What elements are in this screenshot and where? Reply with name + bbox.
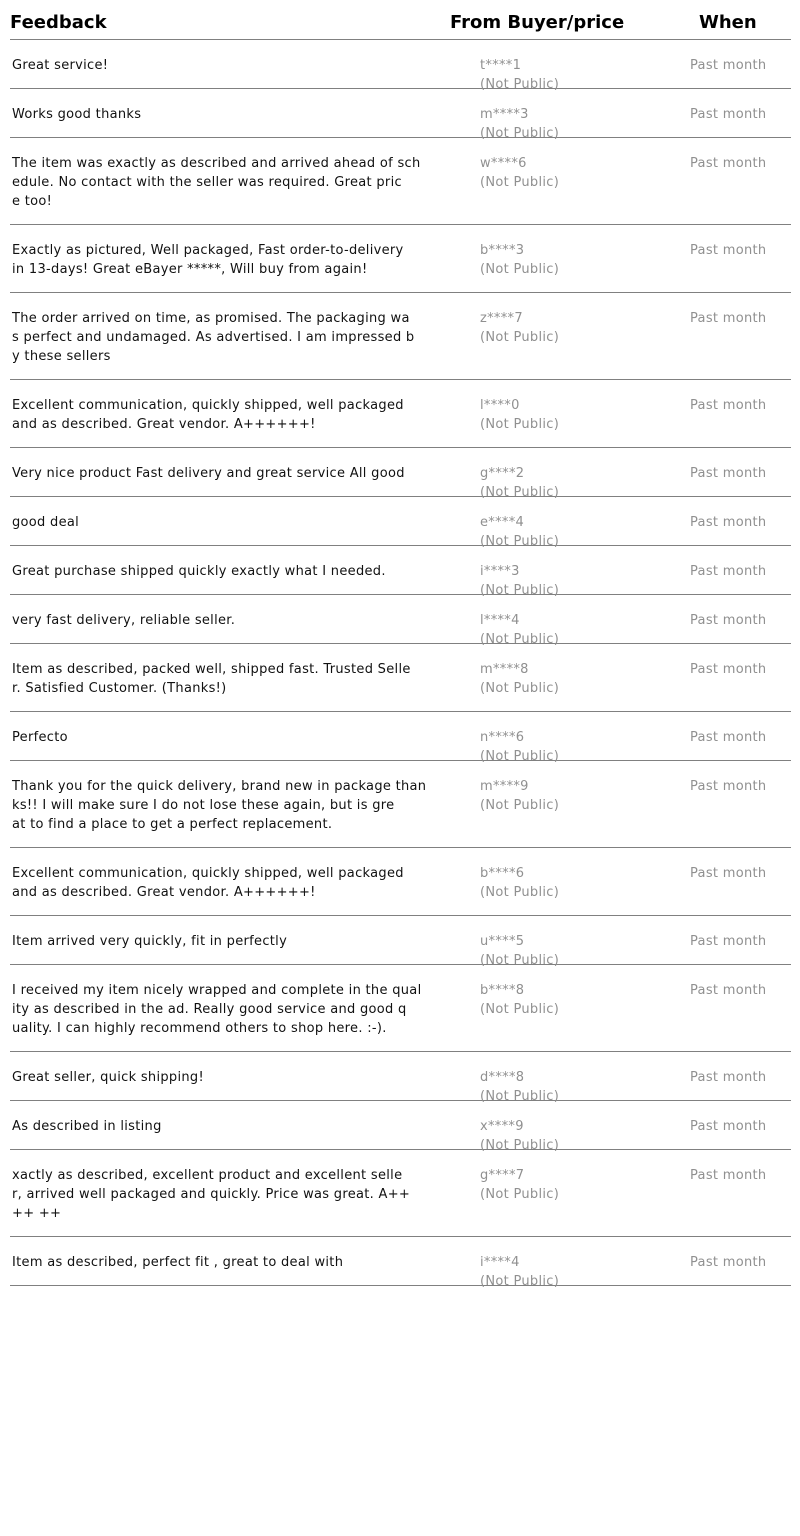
- feedback-comment: good deal: [12, 515, 80, 530]
- feedback-comment: very fast delivery, reliable seller.: [12, 613, 236, 628]
- feedback-when: Past month: [690, 311, 767, 326]
- feedback-when: Past month: [690, 1119, 767, 1134]
- feedback-when: Past month: [690, 866, 767, 881]
- feedback-when: Past month: [690, 1168, 767, 1183]
- feedback-comment: Great purchase shipped quickly exactly what I needed.: [12, 564, 386, 579]
- feedback-when: Past month: [690, 730, 767, 745]
- feedback-when: Past month: [690, 515, 767, 530]
- price-visibility-note: (Not Public): [480, 485, 560, 500]
- table-row: [10, 712, 791, 764]
- feedback-when: Past month: [690, 613, 767, 628]
- buyer-cell: [480, 864, 559, 902]
- feedback-comment: The item was exactly as described and arrived ahead of sch edule. No contact with the seller was required. Great pric e too!: [12, 156, 421, 209]
- table-row: [10, 644, 791, 712]
- feedback-when: Past month: [690, 466, 767, 481]
- buyer-cell: [480, 1166, 559, 1204]
- feedback-when: Past month: [690, 156, 767, 171]
- table-row: [10, 138, 791, 225]
- feedback-when: Past month: [690, 1070, 767, 1085]
- price-visibility-note: (Not Public): [480, 77, 560, 92]
- feedback-comment: Item arrived very quickly, fit in perfectly: [12, 934, 288, 949]
- table-row: [10, 40, 791, 92]
- price-visibility-note: (Not Public): [480, 583, 560, 598]
- buyer-cell: [480, 309, 559, 347]
- feedback-when: Past month: [690, 934, 767, 949]
- table-row: [10, 448, 791, 500]
- buyer-cell: [480, 777, 559, 815]
- table-row: [10, 1150, 791, 1237]
- buyer-cell: [480, 154, 559, 192]
- table-row: [10, 1052, 791, 1104]
- buyer-id: t****1: [480, 58, 522, 73]
- buyer-id: i****4: [480, 1255, 520, 1270]
- buyer-id: x****9: [480, 1119, 524, 1134]
- price-visibility-note: (Not Public): [480, 885, 560, 900]
- price-visibility-note: (Not Public): [480, 126, 560, 141]
- table-row: [10, 916, 791, 968]
- price-visibility-note: (Not Public): [480, 1089, 560, 1104]
- feedback-rows: [10, 40, 791, 1289]
- feedback-when: Past month: [690, 983, 767, 998]
- feedback-comment: Great service!: [12, 58, 109, 73]
- table-row: [10, 380, 791, 448]
- feedback-when: Past month: [690, 779, 767, 794]
- buyer-id: l****4: [480, 613, 520, 628]
- price-visibility-note: (Not Public): [480, 417, 560, 432]
- buyer-id: w****6: [480, 156, 527, 171]
- feedback-when: Past month: [690, 107, 767, 122]
- feedback-when: Past month: [690, 662, 767, 677]
- table-row: [10, 1237, 791, 1289]
- table-row: [10, 497, 791, 549]
- price-visibility-note: (Not Public): [480, 1138, 560, 1153]
- header-feedback: Feedback: [10, 12, 107, 33]
- buyer-id: m****3: [480, 107, 529, 122]
- feedback-comment: xactly as described, excellent product and excellent selle r, arrived well packaged and quickly. Price was great. A++ ++ ++: [12, 1168, 411, 1221]
- header-buyer-price: From Buyer/price: [450, 12, 625, 33]
- table-header: [10, 0, 791, 40]
- buyer-id: g****2: [480, 466, 525, 481]
- feedback-comment: As described in listing: [12, 1119, 162, 1134]
- feedback-comment: The order arrived on time, as promised. The packaging wa s perfect and undamaged. As advertised. I am impressed b y these sellers: [12, 311, 415, 364]
- feedback-comment: Very nice product Fast delivery and great service All good: [12, 466, 405, 481]
- buyer-cell: [480, 241, 559, 279]
- price-visibility-note: (Not Public): [480, 632, 560, 647]
- table-row: [10, 848, 791, 916]
- feedback-comment: Thank you for the quick delivery, brand new in package than ks!! I will make sure I do not lose these again, but is gre at to find a place to get a perfect replacement.: [12, 779, 427, 832]
- feedback-comment: Excellent communication, quickly shipped, well packaged and as described. Great vendor. A++++++!: [12, 398, 404, 432]
- price-visibility-note: (Not Public): [480, 798, 560, 813]
- feedback-comment: Item as described, perfect fit , great to deal with: [12, 1255, 344, 1270]
- table-row: [10, 225, 791, 293]
- price-visibility-note: (Not Public): [480, 953, 560, 968]
- feedback-comment: Exactly as pictured, Well packaged, Fast order-to-delivery in 13-days! Great eBayer *****, Will buy from again!: [12, 243, 404, 277]
- price-visibility-note: (Not Public): [480, 749, 560, 764]
- price-visibility-note: (Not Public): [480, 330, 560, 345]
- table-row: [10, 1101, 791, 1153]
- table-row: [10, 546, 791, 598]
- buyer-id: n****6: [480, 730, 525, 745]
- feedback-comment: I received my item nicely wrapped and complete in the qual ity as described in the ad. Really good service and good q uality. I can highly recommend others to shop here. :-).: [12, 983, 422, 1036]
- feedback-when: Past month: [690, 564, 767, 579]
- price-visibility-note: (Not Public): [480, 681, 560, 696]
- feedback-when: Past month: [690, 398, 767, 413]
- table-row: [10, 293, 791, 380]
- feedback-comment: Works good thanks: [12, 107, 142, 122]
- feedback-comment: Item as described, packed well, shipped fast. Trusted Selle r. Satisfied Customer. (Thanks!): [12, 662, 411, 696]
- feedback-when: Past month: [690, 1255, 767, 1270]
- price-visibility-note: (Not Public): [480, 534, 560, 549]
- table-row: [10, 965, 791, 1052]
- feedback-when: Past month: [690, 58, 767, 73]
- header-when: When: [699, 12, 757, 33]
- feedback-comment: Excellent communication, quickly shipped, well packaged and as described. Great vendor. A++++++!: [12, 866, 404, 900]
- buyer-id: b****3: [480, 243, 525, 258]
- buyer-id: b****6: [480, 866, 525, 881]
- buyer-id: g****7: [480, 1168, 525, 1183]
- price-visibility-note: (Not Public): [480, 175, 560, 190]
- price-visibility-note: (Not Public): [480, 1187, 560, 1202]
- buyer-id: m****8: [480, 662, 529, 677]
- feedback-when: Past month: [690, 243, 767, 258]
- price-visibility-note: (Not Public): [480, 1274, 560, 1289]
- buyer-cell: [480, 1253, 559, 1291]
- buyer-cell: [480, 981, 559, 1019]
- buyer-id: e****4: [480, 515, 525, 530]
- buyer-id: u****5: [480, 934, 525, 949]
- buyer-id: l****0: [480, 398, 520, 413]
- feedback-comment: Perfecto: [12, 730, 68, 745]
- table-row: [10, 89, 791, 141]
- buyer-id: z****7: [480, 311, 523, 326]
- price-visibility-note: (Not Public): [480, 262, 560, 277]
- buyer-id: m****9: [480, 779, 529, 794]
- table-row: [10, 595, 791, 647]
- price-visibility-note: (Not Public): [480, 1002, 560, 1017]
- buyer-cell: [480, 396, 559, 434]
- buyer-cell: [480, 660, 559, 698]
- buyer-id: i****3: [480, 564, 520, 579]
- feedback-table: [10, 0, 791, 1289]
- feedback-comment: Great seller, quick shipping!: [12, 1070, 204, 1085]
- buyer-id: d****8: [480, 1070, 525, 1085]
- table-row: [10, 761, 791, 848]
- buyer-id: b****8: [480, 983, 525, 998]
